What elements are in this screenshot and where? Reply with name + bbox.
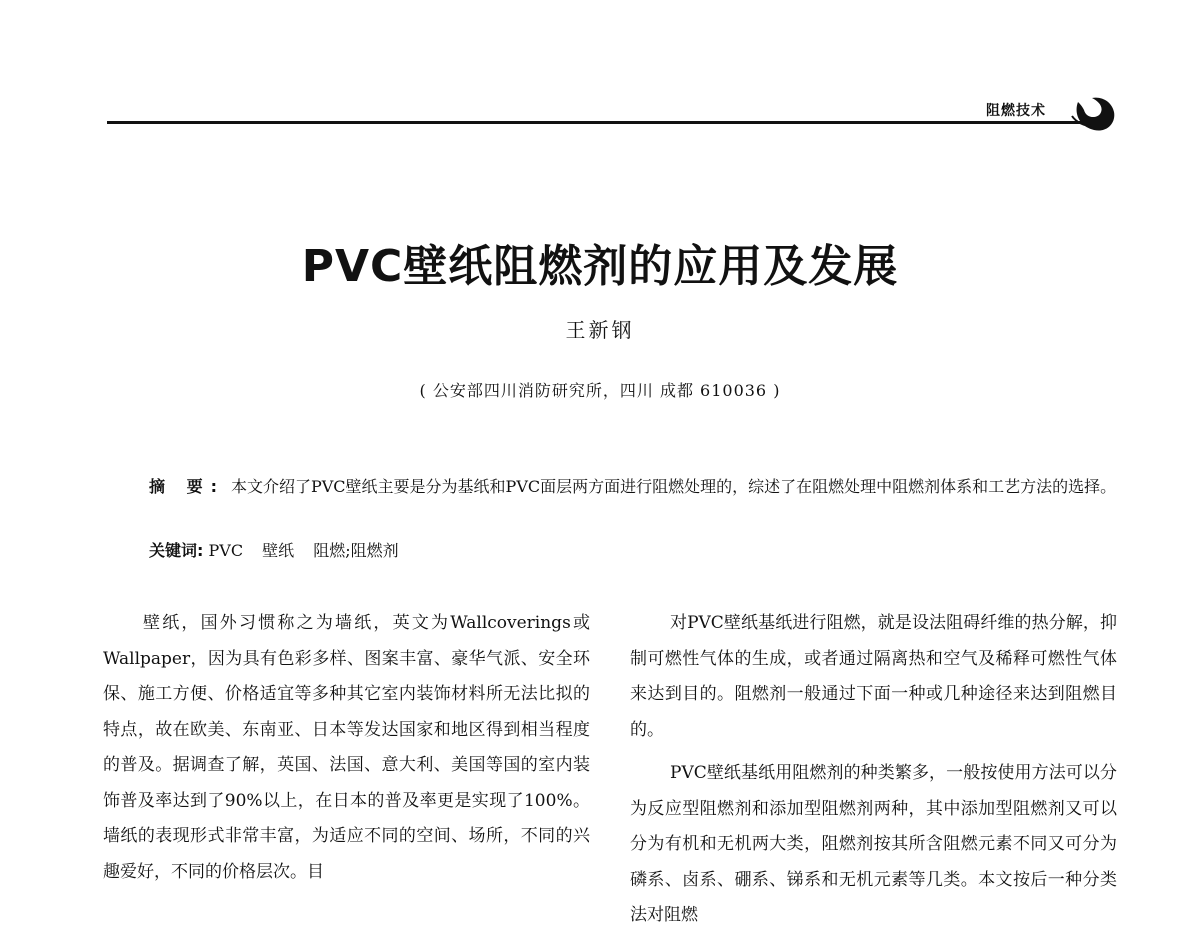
keywords-label: 关键词:	[149, 541, 204, 560]
affiliation: ( 公安部四川消防研究所，四川 成都 610036 )	[419, 381, 781, 400]
paper-title: PVC壁纸阻燃剂的应用及发展	[301, 241, 899, 292]
abstract	[107, 469, 1117, 504]
abstract-label: 摘 要:	[149, 477, 225, 496]
body-column-right	[630, 606, 1117, 942]
swirl-logo-icon	[1070, 92, 1118, 134]
keywords	[149, 538, 413, 561]
keyword-item: 壁纸	[262, 541, 295, 560]
abstract-text: 本文介绍了PVC壁纸主要是分为基纸和PVC面层两方面进行阻燃处理的，综述了在阻燃处理中阻燃剂体系和工艺方法的选择。	[230, 477, 1117, 496]
paragraph: 对PVC壁纸基纸进行阻燃，就是设法阻碍纤维的热分解，抑制可燃性气体的生成，或者通过隔离热和空气及稀释可燃性气体来达到目的。阻燃剂一般通过下面一种或几种途径来达到阻燃目的。	[630, 613, 1117, 740]
keyword-item: 阻燃;阻燃剂	[313, 541, 399, 560]
section-label: 阻燃技术	[986, 103, 1046, 119]
keyword-item: PVC	[208, 541, 244, 560]
paragraph: PVC壁纸基纸用阻燃剂的种类繁多，一般按使用方法可以分为反应型阻燃剂和添加型阻燃剂两种，其中添加型阻燃剂又可以分为有机和无机两大类，阻燃剂按其所含阻燃元素不同又可分为磷系、卤系、硼系、锑系和无机元素等几类。本文按后一种分类法对阻燃	[630, 763, 1117, 925]
paragraph: 壁纸，国外习惯称之为墙纸，英文为Wallcoverings或Wallpaper，因为具有色彩多样、图案丰富、豪华气派、安全环保、施工方便、价格适宜等多种其它室内装饰材料所无法比拟的特点，故在欧美、东南亚、日本等发达国家和地区得到相当程度的普及。据调查了解，英国、法国、意大利、美国等国的室内装饰普及率达到了90%以上，在日本的普及率更是实现了100%。墙纸的表现形式非常丰富，为适应不同的空间、场所，不同的兴趣爱好，不同的价格层次。目	[103, 613, 590, 882]
body-column-left	[103, 606, 590, 898]
author-name: 王新钢	[565, 318, 635, 342]
header-rule	[107, 121, 1087, 124]
